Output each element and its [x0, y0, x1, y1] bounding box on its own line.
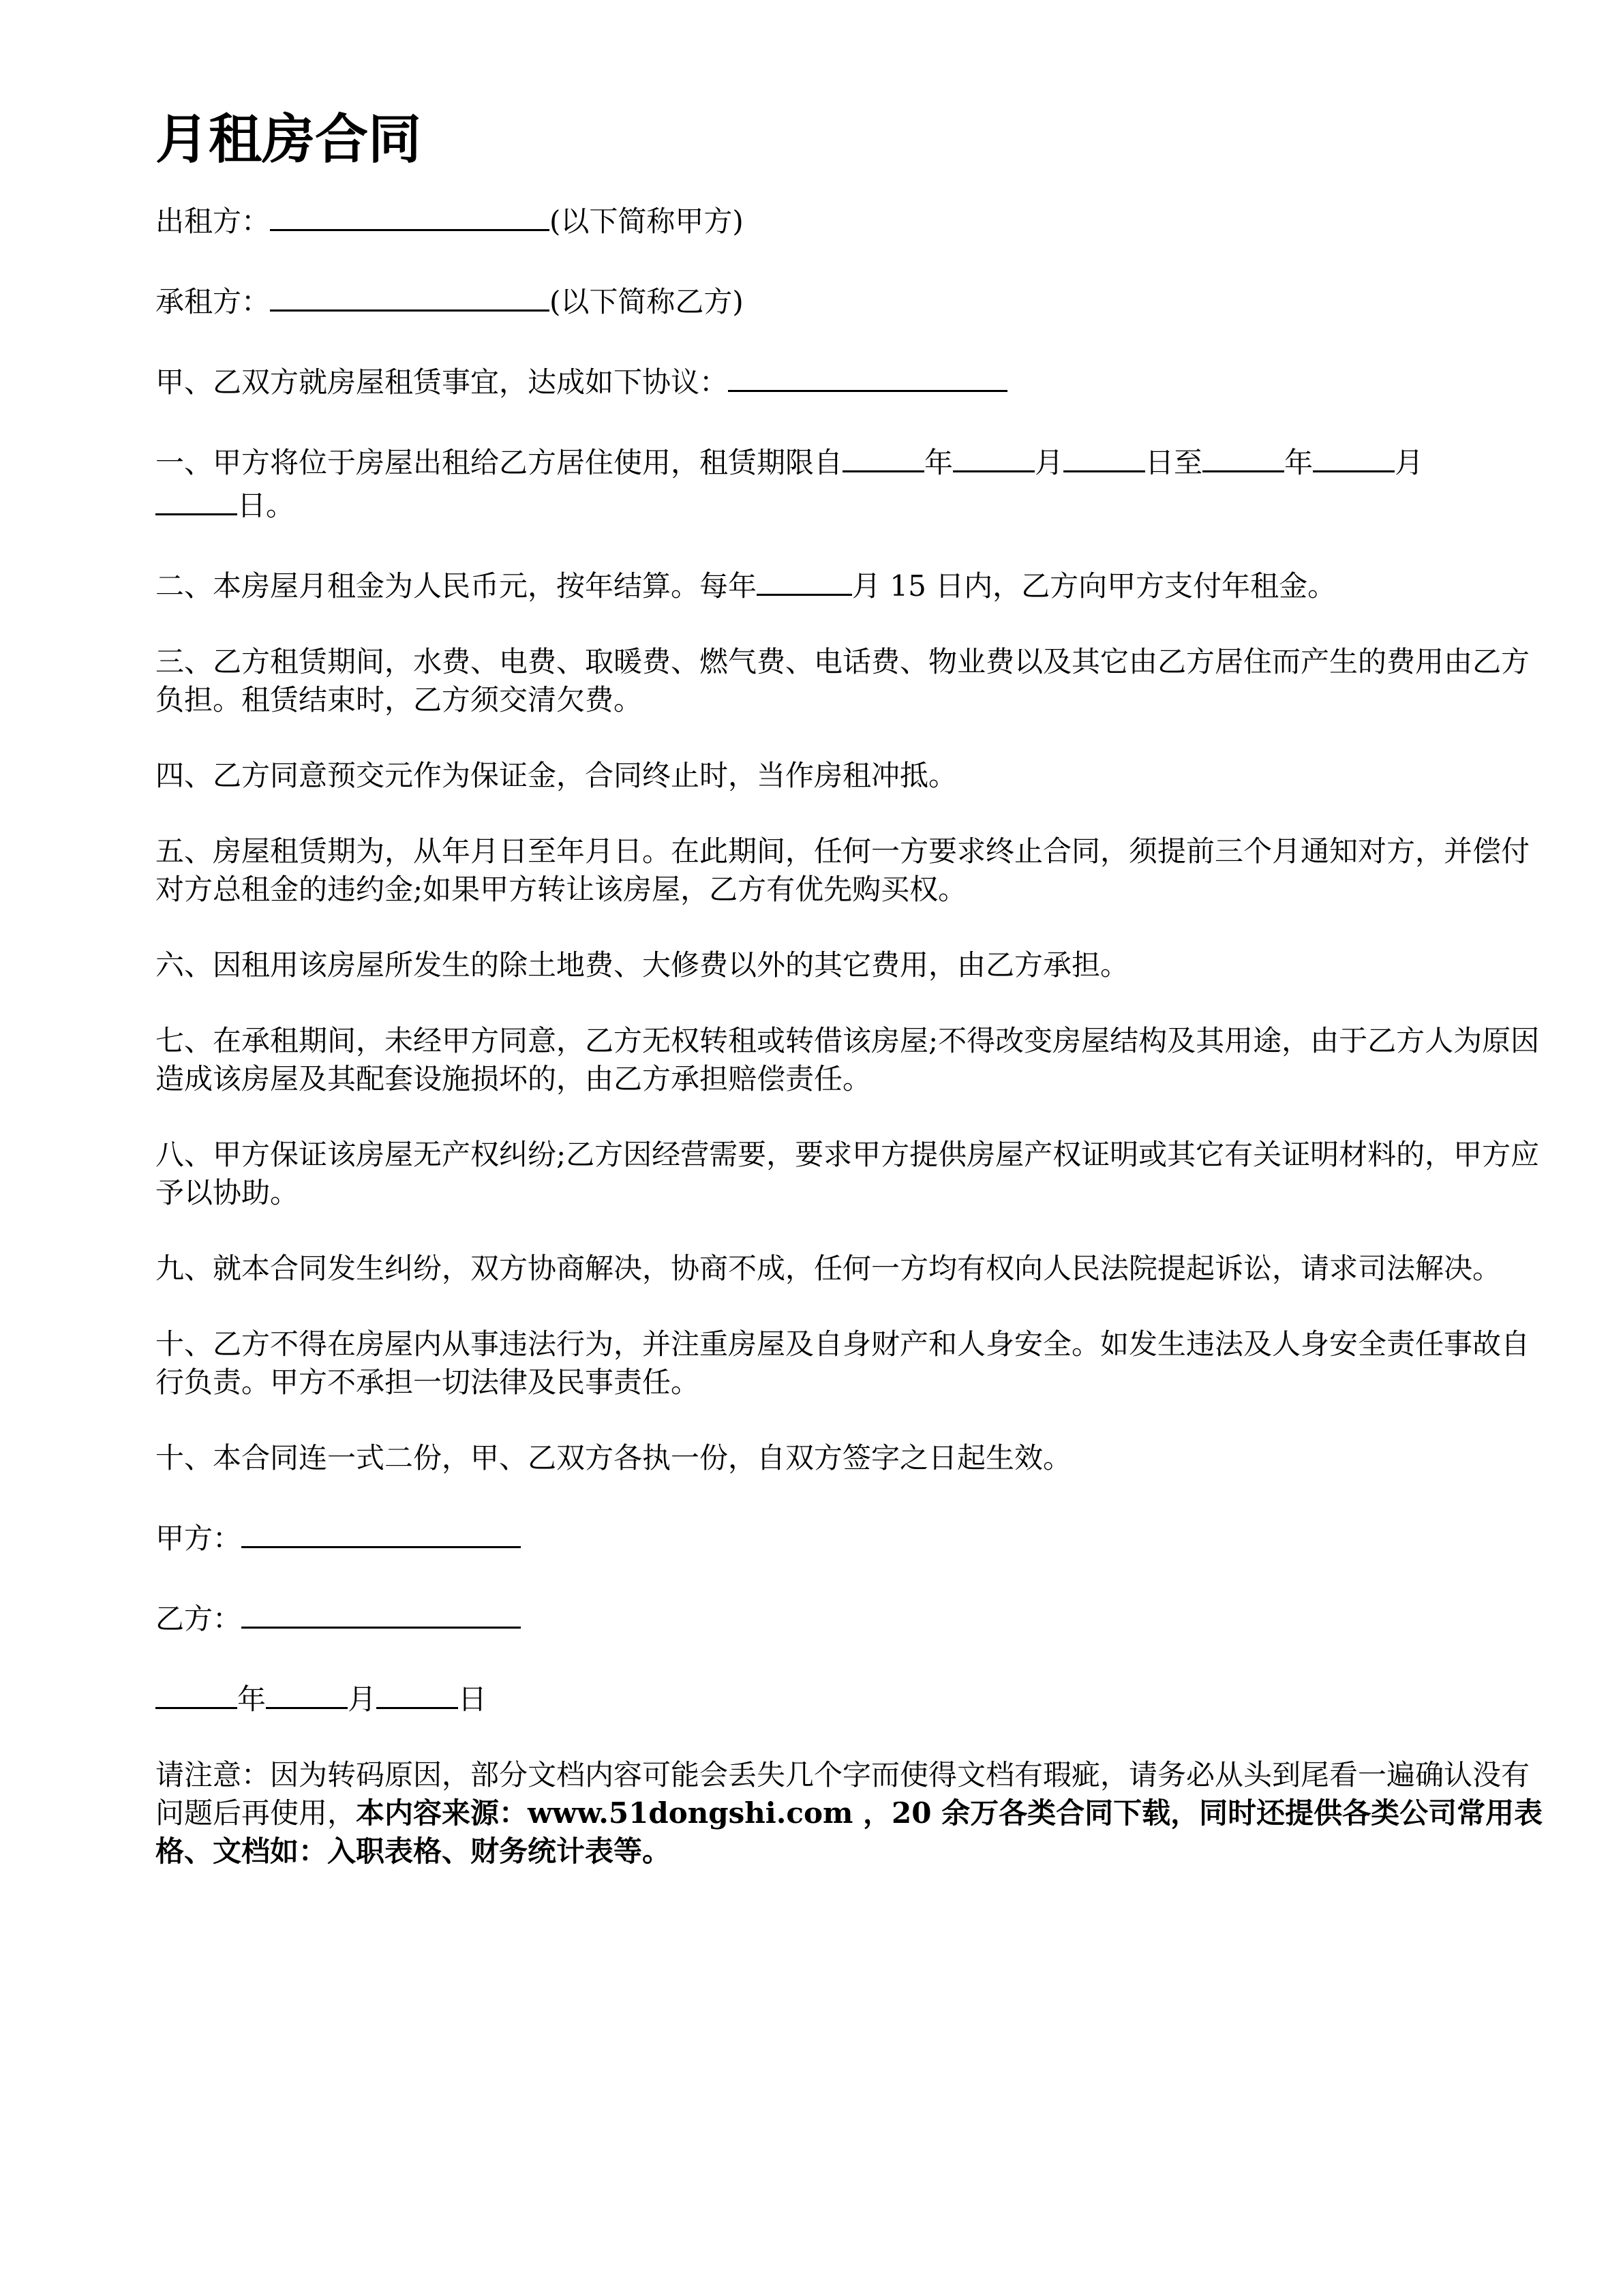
intro-line: [155, 359, 1546, 402]
party-a-signature-blank: [241, 1515, 521, 1548]
clause-7: 七、在承租期间，未经甲方同意，乙方无权转租或转借该房屋;不得改变房屋结构及其用途，由于乙方人为原因造成该房屋及其配套设施损坏的，由乙方承担赔偿责任。: [155, 1024, 1540, 1096]
lessor-line: [155, 198, 1546, 241]
lessor-blank: [270, 198, 549, 231]
party-a-label: 甲方：: [155, 1522, 242, 1555]
clause-11: 十、本合同连一式二份，甲、乙双方各执一份，自双方签字之日起生效。: [155, 1441, 1072, 1475]
year-blank-2: [1202, 439, 1284, 472]
clause-10: 十、乙方不得在房屋内从事违法行为，并注重房屋及自身财产和人身安全。如发生违法及人身安全责任事故自行负责。甲方不承担一切法律及民事责任。: [155, 1327, 1530, 1399]
clause-2: [155, 562, 1546, 605]
notice-text: 请注意：因为转码原因，部分文档内容可能会丢失几个字而使得文档有瑕疵，请务必从头到尾看一遍确认没有问题后再使用，: [155, 1758, 1530, 1830]
signature-party-b: [155, 1595, 1546, 1638]
intro-text: 甲、乙双方就房屋租赁事宜，达成如下协议：: [155, 365, 729, 399]
notice-source-text: 本内容来源：www.51dongshi.com ，20 余万各类合同下载，同时还提供各类公司常用表格、文档如：入职表格、财务统计表等。: [155, 1796, 1543, 1868]
month-blank: [953, 439, 1035, 472]
month-label-2: 月: [1395, 446, 1424, 479]
sign-day-blank: [376, 1676, 458, 1709]
lessee-blank: [270, 278, 549, 312]
sign-month-label: 月: [348, 1682, 377, 1716]
month-label: 月: [1035, 446, 1064, 479]
lessor-suffix: (以下简称甲方): [549, 205, 744, 238]
clause-3: 三、乙方租赁期间，水费、电费、取暖费、燃气费、电话费、物业费以及其它由乙方居住而产生的费用由乙方负担。租赁结束时，乙方须交清欠费。: [155, 645, 1530, 716]
party-b-label: 乙方：: [155, 1602, 242, 1635]
lessee-suffix: (以下简称乙方): [549, 285, 744, 318]
year-blank: [843, 439, 924, 472]
clause-6: 六、因租用该房屋所发生的除土地费、大修费以外的其它费用，由乙方承担。: [155, 948, 1129, 982]
payment-month-blank: [757, 562, 852, 596]
clause-5: 五、房屋租赁期为，从年月日至年月日。在此期间，任何一方要求终止合同，须提前三个月通知对方，并偿付对方总租金的违约金;如果甲方转让该房屋，乙方有优先购买权。: [155, 834, 1530, 906]
signing-date: [155, 1676, 1546, 1719]
clause-8: 八、甲方保证该房屋无产权纠纷;乙方因经营需要，要求甲方提供房屋产权证明或其它有关证明材料的，甲方应予以协助。: [155, 1138, 1540, 1209]
day-blank-2: [155, 482, 237, 515]
lessee-label: 承租方：: [155, 285, 271, 318]
month-blank-2: [1313, 439, 1395, 472]
lessee-line: [155, 278, 1546, 321]
notice: [155, 1756, 1546, 1871]
sign-year-blank: [155, 1676, 237, 1709]
clause-2-text: 二、本房屋月租金为人民币元，按年结算。每年: [155, 569, 757, 603]
year-label-2: 年: [1284, 446, 1314, 479]
year-label: 年: [924, 446, 954, 479]
intro-blank: [728, 359, 1007, 392]
sign-day-label: 日: [458, 1682, 487, 1716]
document-title: 月租房合同: [155, 109, 422, 170]
clause-1: [155, 439, 1546, 525]
clause-4: 四、乙方同意预交元作为保证金，合同终止时，当作房租冲抵。: [155, 759, 958, 792]
party-b-signature-blank: [241, 1595, 521, 1629]
clause-2-suffix: 月 15 日内，乙方向甲方支付年租金。: [852, 569, 1337, 603]
signature-party-a: [155, 1515, 1546, 1558]
clause-9: 九、就本合同发生纠纷，双方协商解决，协商不成，任何一方均有权向人民法院提起诉讼，请求司法解决。: [155, 1252, 1502, 1285]
day-blank: [1063, 439, 1145, 472]
lessor-label: 出租方：: [155, 205, 271, 238]
sign-year-label: 年: [237, 1682, 267, 1716]
day-to-label: 日至: [1145, 446, 1203, 479]
sign-month-blank: [266, 1676, 348, 1709]
clause-1-text: 一、甲方将位于房屋出租给乙方居住使用，租赁期限自: [155, 446, 843, 479]
day-end-label: 日。: [237, 489, 295, 522]
contract-page: [155, 102, 1546, 1908]
